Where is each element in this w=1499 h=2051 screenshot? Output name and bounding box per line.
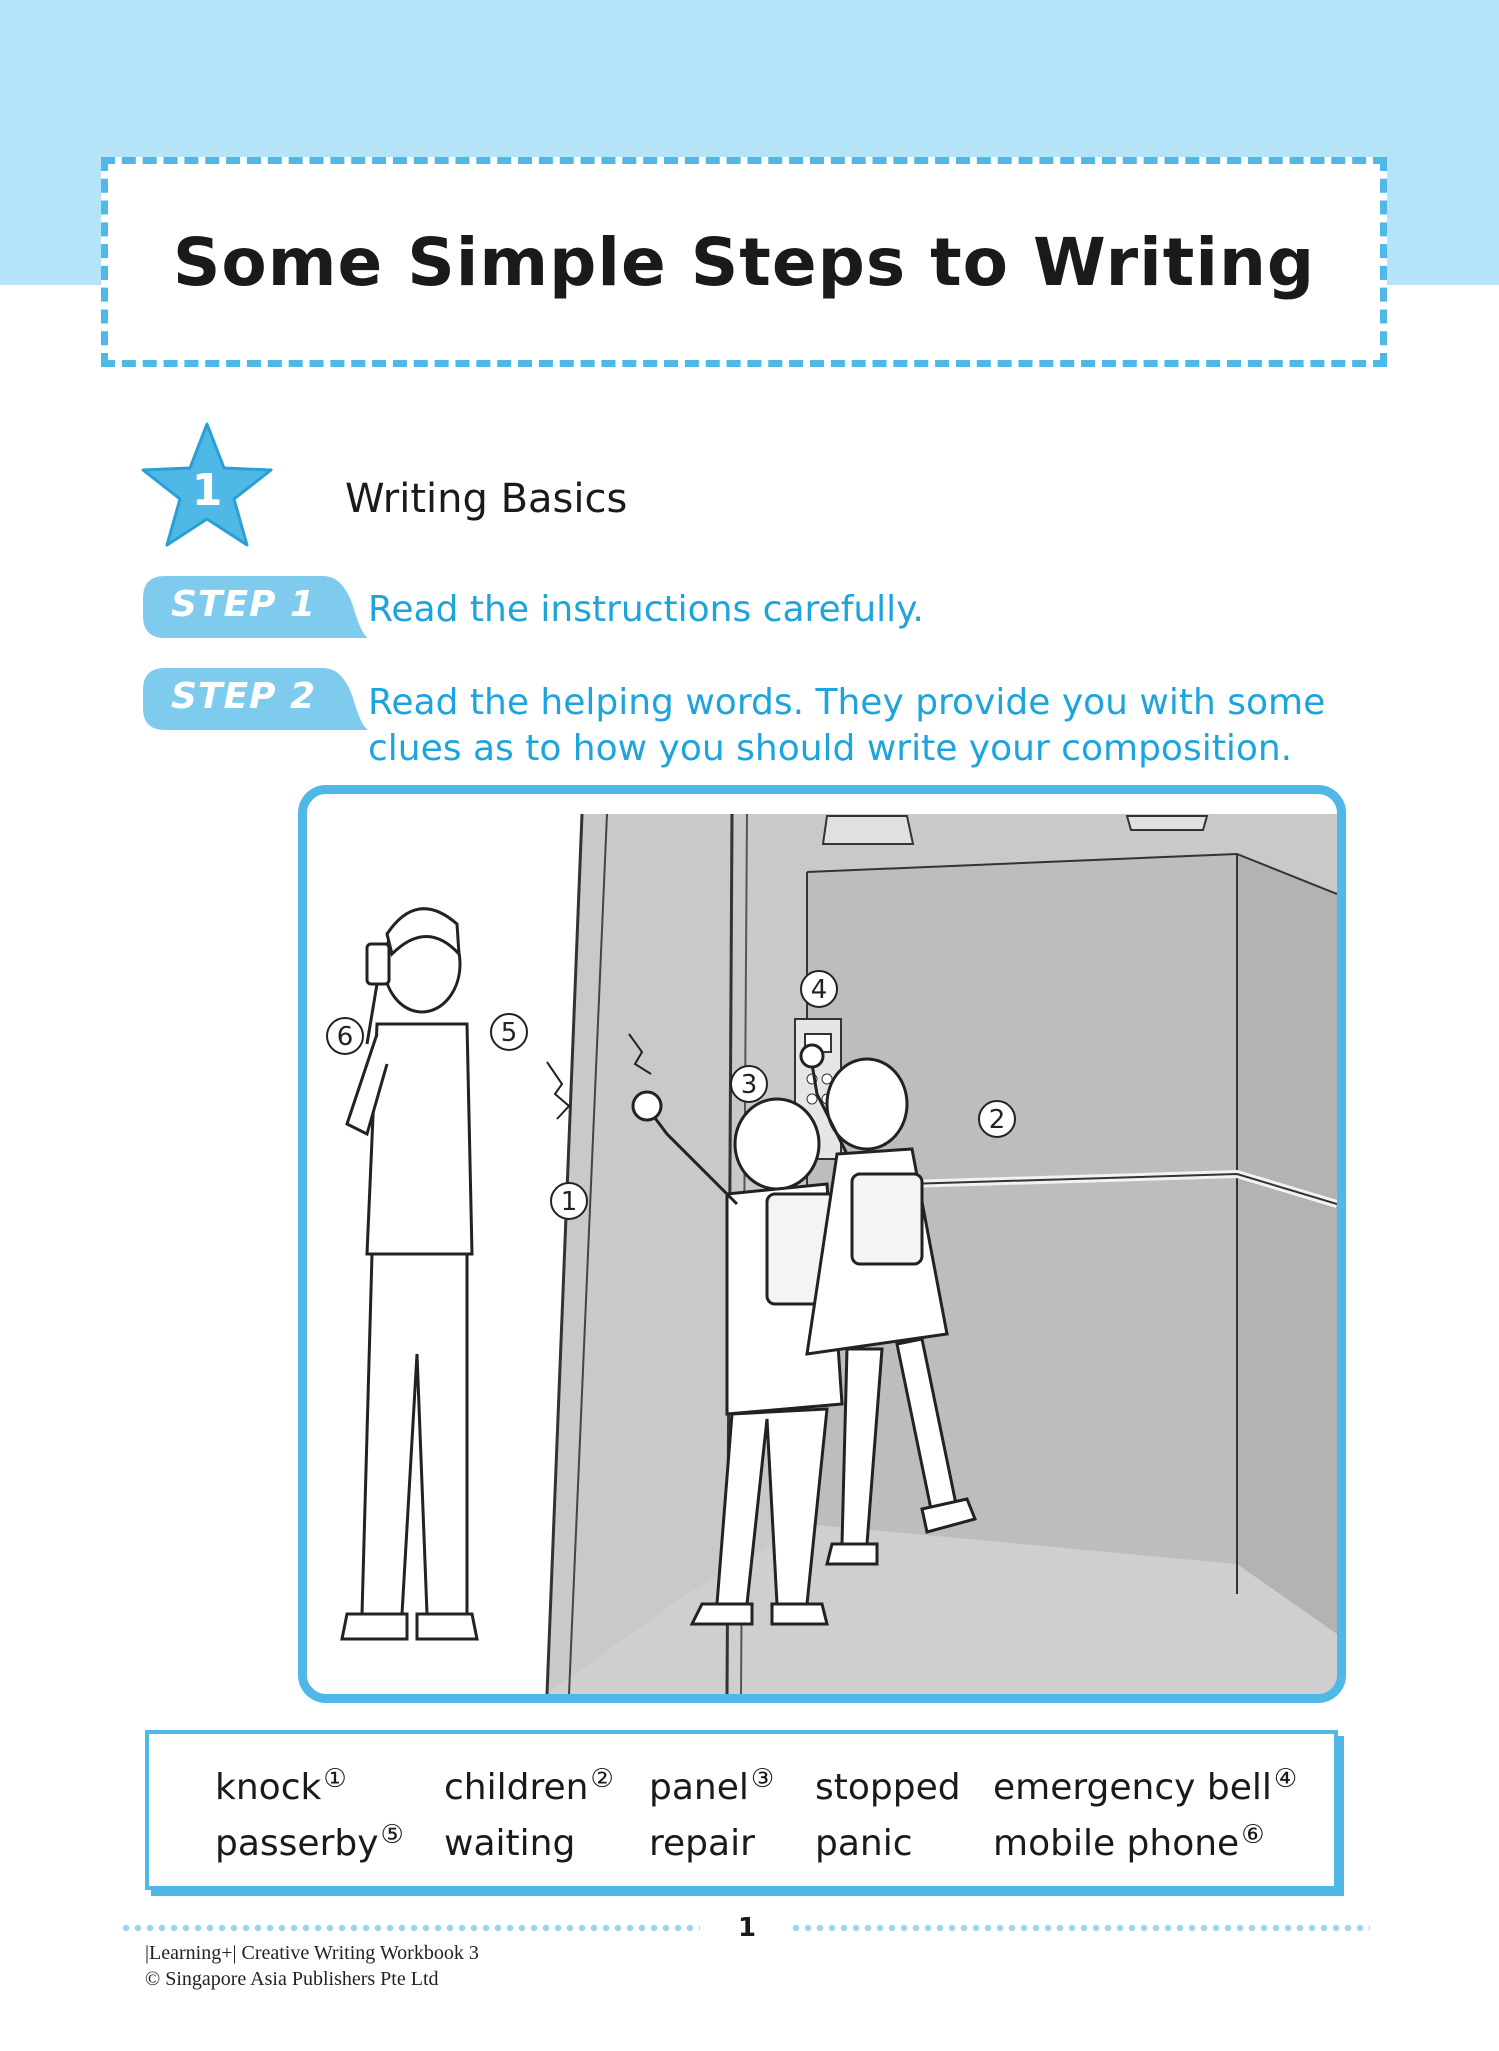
svg-text:5: 5 bbox=[500, 1018, 518, 1048]
page-number: 1 bbox=[738, 1913, 757, 1943]
footer-dots-left bbox=[120, 1922, 700, 1934]
step-2-line-1: Read the helping words. They provide you with some bbox=[368, 682, 1326, 723]
star-icon bbox=[140, 420, 275, 550]
callout-3 bbox=[731, 1066, 767, 1102]
step-1-label: STEP 1 bbox=[171, 584, 317, 625]
step-1-line-1: Read the instructions carefully. bbox=[368, 589, 924, 630]
footer-dots-right bbox=[790, 1922, 1370, 1934]
step-2-label: STEP 2 bbox=[171, 676, 317, 717]
svg-text:1: 1 bbox=[560, 1187, 578, 1217]
step-2-line-2: clues as to how you should write your composition. bbox=[368, 728, 1293, 769]
helping-word: panel③ bbox=[649, 1764, 775, 1808]
callout-2 bbox=[979, 1101, 1015, 1137]
step-2-tab bbox=[143, 668, 368, 730]
section-number: 1 bbox=[191, 465, 223, 516]
step-1-text bbox=[368, 587, 924, 633]
step-1-tab bbox=[143, 576, 368, 638]
title-box bbox=[101, 157, 1387, 367]
callout-6 bbox=[327, 1018, 363, 1054]
svg-text:3: 3 bbox=[740, 1070, 758, 1100]
helping-word: passerby⑤ bbox=[215, 1820, 404, 1864]
helping-word: emergency bell④ bbox=[993, 1764, 1298, 1808]
callout-4 bbox=[801, 971, 837, 1007]
lift-scene-illustration bbox=[298, 785, 1346, 1703]
illustration-drawing bbox=[307, 794, 1337, 1694]
step-2-text bbox=[368, 680, 1325, 772]
callout-5 bbox=[491, 1014, 527, 1050]
helping-word: waiting bbox=[444, 1823, 576, 1864]
helping-word: knock① bbox=[215, 1764, 347, 1808]
helping-word: repair bbox=[649, 1823, 755, 1864]
svg-text:4: 4 bbox=[810, 975, 828, 1005]
callout-1 bbox=[551, 1183, 587, 1219]
helping-word: panic bbox=[815, 1823, 913, 1864]
footer-book-line: |Learning+| Creative Writing Workbook 3 bbox=[145, 1942, 479, 1964]
section-title: Writing Basics bbox=[345, 476, 628, 522]
helping-words-box bbox=[145, 1730, 1338, 1890]
svg-text:6: 6 bbox=[336, 1022, 354, 1052]
helping-word: children② bbox=[444, 1764, 614, 1808]
helping-word: stopped bbox=[815, 1767, 961, 1808]
page-title: Some Simple Steps to Writing bbox=[172, 223, 1316, 301]
helping-word: mobile phone⑥ bbox=[993, 1820, 1265, 1864]
footer-copyright: © Singapore Asia Publishers Pte Ltd bbox=[145, 1968, 439, 1990]
svg-text:2: 2 bbox=[988, 1105, 1006, 1135]
